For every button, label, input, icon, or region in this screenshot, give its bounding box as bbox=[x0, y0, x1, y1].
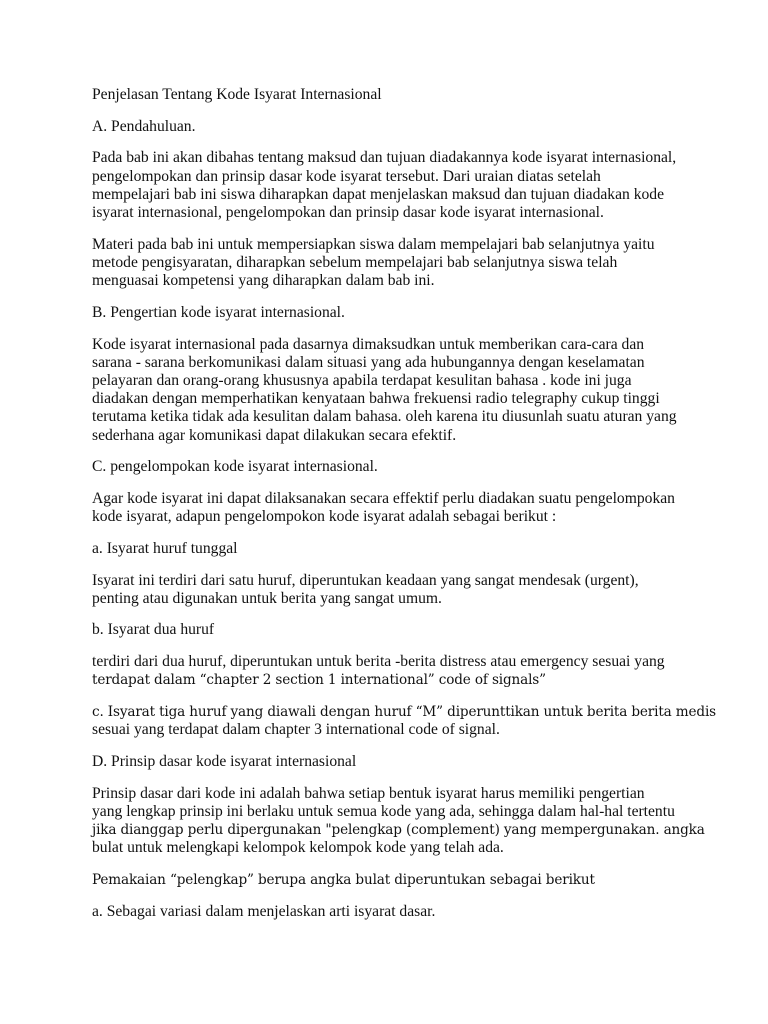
section-b-heading: B. Pengertian kode isyarat internasional. bbox=[92, 303, 345, 321]
item-b-heading: b. Isyarat dua huruf bbox=[92, 621, 215, 639]
section-a-paragraph-1 bbox=[92, 149, 692, 222]
paragraph-line: yang lengkap prinsip ini berlaku untuk semua kode yang ada, sehingga dalam hal-hal tertentu bbox=[92, 802, 675, 820]
paragraph-line: isyarat internasional, pengelompokan dan prinsip dasar kode isyarat internasional. bbox=[92, 204, 604, 222]
paragraph-line: bulat untuk melengkapi kelompok kelompok kode yang telah ada. bbox=[92, 839, 504, 857]
section-b-paragraph-1 bbox=[92, 336, 692, 445]
paragraph-line: pelayaran dan orang-orang khususnya apabila terdapat kesulitan bahasa . kode ini juga bbox=[92, 371, 632, 389]
paragraph-line: jika dianggap perlu dipergunakan "pelengkap (complement) yang mempergunakan. angka bbox=[92, 822, 705, 839]
section-c-paragraph-1 bbox=[92, 490, 692, 526]
paragraph-line: Materi pada bab ini untuk mempersiapkan siswa dalam mempelajari bab selanjutnya yaitu bbox=[92, 235, 655, 253]
section-c-heading: C. pengelompokan kode isyarat internasional. bbox=[92, 458, 378, 476]
list-item-a: a. Sebagai variasi dalam menjelaskan arti isyarat dasar. bbox=[92, 902, 436, 920]
paragraph-line: terdapat dalam “chapter 2 section 1 international” code of signals” bbox=[92, 672, 546, 689]
paragraph-line: Kode isyarat internasional pada dasarnya dimaksudkan untuk memberikan cara-cara dan bbox=[92, 335, 645, 353]
paragraph-line: Pada bab ini akan dibahas tentang maksud dan tujuan diadakannya kode isyarat internasional, bbox=[92, 149, 677, 167]
paragraph-line: Prinsip dasar dari kode ini adalah bahwa setiap bentuk isyarat harus memiliki pengertian bbox=[92, 784, 645, 802]
paragraph-line: terutama ketika tidak ada kesulitan dalam bahasa. oleh karena itu diusunlah suatu aturan yang bbox=[92, 408, 677, 426]
paragraph-line: mempelajari bab ini siswa diharapkan dapat menjelaskan maksud dan tujuan diadakan kode bbox=[92, 185, 665, 203]
paragraph-line: kode isyarat, adapun pengelompokon kode isyarat adalah sebagai berikut : bbox=[92, 508, 557, 526]
item-a-heading: a. Isyarat huruf tunggal bbox=[92, 539, 238, 557]
paragraph-line: diadakan dengan memperhatikan kenyataan bahwa frekuensi radio telegraphy cukup tinggi bbox=[92, 390, 660, 408]
paragraph-line: c. Isyarat tiga huruf yang diawali dengan huruf “M” diperunttikan untuk berita berita medis bbox=[92, 704, 716, 721]
item-c-paragraph bbox=[92, 703, 716, 739]
document-page bbox=[92, 86, 716, 934]
paragraph-line: Agar kode isyarat ini dapat dilaksanakan secara effektif perlu diadakan suatu pengelompokan bbox=[92, 489, 675, 507]
item-b-paragraph bbox=[92, 653, 692, 689]
pemakaian-paragraph: Pemakaian “pelengkap” berupa angka bulat diperuntukan sebagai berikut bbox=[92, 872, 595, 888]
section-d-paragraph bbox=[92, 784, 705, 858]
paragraph-line: terdiri dari dua huruf, diperuntukan untuk berita -berita distress atau emergency sesuai yang bbox=[92, 653, 665, 671]
section-a-heading: A. Pendahuluan. bbox=[92, 117, 196, 135]
paragraph-line: sederhana agar komunikasi dapat dilakukan secara efektif. bbox=[92, 426, 457, 444]
paragraph-line: sesuai yang terdapat dalam chapter 3 international code of signal. bbox=[92, 721, 500, 739]
paragraph-line: sarana - sarana berkomunikasi dalam situasi yang ada hubungannya dengan keselamatan bbox=[92, 353, 645, 371]
paragraph-line: penting atau digunakan untuk berita yang sangat umum. bbox=[92, 589, 442, 607]
paragraph-line: menguasai kompetensi yang diharapkan dalam bab ini. bbox=[92, 272, 435, 290]
section-a-paragraph-2 bbox=[92, 236, 692, 291]
paragraph-line: Isyarat ini terdiri dari satu huruf, diperuntukan keadaan yang sangat mendesak (urgent), bbox=[92, 571, 639, 589]
section-d-heading: D. Prinsip dasar kode isyarat internasional bbox=[92, 752, 357, 770]
paragraph-line: metode pengisyaratan, diharapkan sebelum mempelajari bab selanjutnya siswa telah bbox=[92, 253, 618, 271]
item-a-paragraph bbox=[92, 572, 692, 608]
paragraph-line: pengelompokan dan prinsip dasar kode isyarat tersebut. Dari uraian diatas setelah bbox=[92, 167, 601, 185]
document-title: Penjelasan Tentang Kode Isyarat Internasional bbox=[92, 86, 382, 103]
